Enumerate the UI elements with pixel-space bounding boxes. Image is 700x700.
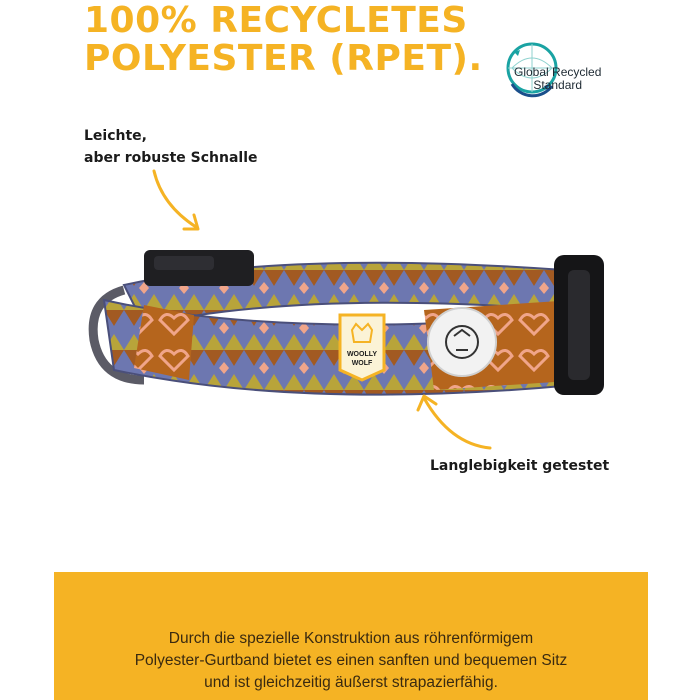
info-text (54, 628, 648, 694)
tag-brand-line-2: WOLF (351, 360, 373, 367)
tag-brand-line-1: WOOLLY (346, 351, 378, 358)
certification-label (514, 66, 601, 92)
buckle-callout-line-1: Leichte, (84, 128, 147, 144)
info-line-2: Polyester-Gurtband bietet es einen sanften und bequemen Sitz (134, 651, 568, 669)
buckle-callout (84, 125, 258, 169)
certification-line-1: Global Recycled (514, 65, 602, 79)
buckle-callout-line-2: aber robuste Schnalle (84, 150, 258, 166)
durability-arrow-icon (410, 390, 500, 460)
certification-line-2: Standard (533, 78, 583, 92)
headline-line-1: 100% RECYCLETES (84, 0, 468, 41)
durability-callout: Langlebigkeit getestet (430, 458, 610, 474)
collar-illustration (84, 230, 624, 410)
info-line-1: Durch die spezielle Konstruktion aus röhrenförmigem (168, 629, 534, 647)
headline-line-2: POLYESTER (RPET). (84, 38, 483, 79)
headline (84, 2, 483, 78)
info-banner (54, 572, 648, 700)
info-line-3: und ist gleichzeitig äußerst strapazierfähig. (204, 673, 498, 691)
